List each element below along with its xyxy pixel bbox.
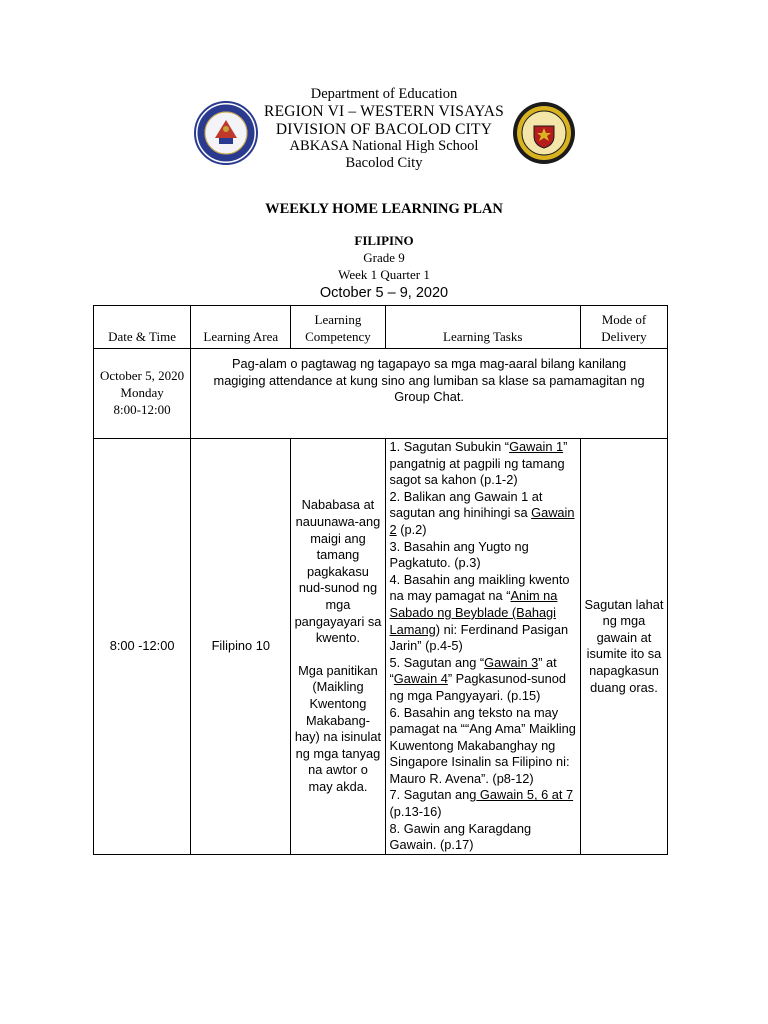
task-5-activity-3: Gawain 3 <box>484 654 539 670</box>
document-title: WEEKLY HOME LEARNING PLAN <box>265 201 503 217</box>
header-learning-tasks: Learning Tasks <box>385 306 580 349</box>
competency-text-1: Nababasa at nauunawa-ang maigi ang tamang pagkakasu nud-sunod ng mga pangayayari sa kwento. <box>294 497 382 646</box>
subject-name: FILIPINO <box>354 233 414 248</box>
region-name: REGION VI – WESTERN VISAYAS <box>264 103 504 120</box>
task-5-text: 5. Sagutan ang “ <box>389 654 485 670</box>
row2-learning-area: Filipino 10 <box>191 439 291 855</box>
task-4-rest: ) ni: Ferdinand Pasigan Jarin” (p.4-5) <box>389 621 569 654</box>
row1-date-cell <box>94 349 191 439</box>
task-3: 3. Basahin ang Yugto ng Pagkatuto. (p.3) <box>389 538 529 571</box>
task-7-rest: (p.13-16) <box>389 804 442 820</box>
task-7-activities: Gawain 5, 6 at 7 <box>476 787 574 803</box>
task-1-rest: ” pangatnig at pagpili ng tamang sagot sa kahon (p.1-2) <box>389 439 568 488</box>
task-1-activity: Gawain 1 <box>509 439 564 454</box>
header-mode-of-delivery: Mode of Delivery <box>580 306 667 349</box>
learning-plan-table <box>93 305 668 855</box>
competency-spacer <box>294 647 381 663</box>
task-7 <box>390 787 576 820</box>
school-header <box>0 86 768 172</box>
task-5 <box>390 655 576 705</box>
task-1 <box>390 439 576 489</box>
department-name: Department of Education <box>310 86 458 102</box>
grade-level: Grade 9 <box>363 250 405 265</box>
header-date-time: Date & Time <box>94 306 191 349</box>
task-5-rest: ” Pagkasunod-sunod ng mga Pangyayari. (p.15) <box>389 671 566 703</box>
city-name: Bacolod City <box>345 155 423 171</box>
row1-day: Monday <box>120 385 164 401</box>
table-header-row <box>94 306 668 349</box>
task-4-text: 4. Basahin ang maikling kwento na may pamagat na “ <box>389 571 570 604</box>
table-row <box>94 439 668 855</box>
school-name: ABKASA National High School <box>289 138 479 154</box>
task-2-text: 2. Balikan ang Gawain 1 at sagutan ang hinihingi sa <box>389 488 543 521</box>
task-4 <box>390 572 576 655</box>
date-range: October 5 – 9, 2020 <box>319 285 449 301</box>
task-2 <box>390 489 576 539</box>
task-7-text: 7. Sagutan ang <box>389 787 477 803</box>
task-2-rest: (p.2) <box>396 521 427 537</box>
header-competency: Learning Competency <box>291 306 385 349</box>
week-quarter: Week 1 Quarter 1 <box>338 267 430 282</box>
row1-note: Pag-alam o pagtawag ng tagapayo sa mga mag-aaral bilang kanilang magiging attendance at kung sino ang lumiban sa klase sa pamamagitan ng Group Chat. <box>191 349 668 439</box>
task-8: 8. Gawin ang Karagdang Gawain. (p.17) <box>389 820 532 853</box>
competency-text-2: Mga panitikan (Maikling Kwentong Makabang-hay) na isinulat ng mga tanyag na awtor o may akda. <box>294 662 381 794</box>
task-5-middle: ” at “ <box>389 654 557 687</box>
task-4-story-title: Anim na Sabado ng Beyblade (Bahagi Lamang <box>389 588 558 637</box>
row2-competency <box>291 439 385 855</box>
row2-learning-tasks <box>385 439 580 855</box>
row2-mode-of-delivery: Sagutan lahat ng mga gawain at isumite ito sa napagkasun duang oras. <box>580 439 667 855</box>
task-1-text: 1. Sagutan Subukin “ <box>389 439 510 454</box>
table-row <box>94 349 668 439</box>
row1-time: 8:00-12:00 <box>113 401 171 417</box>
task-2-activity: Gawain 2 <box>389 505 575 537</box>
header-learning-area: Learning Area <box>191 306 291 349</box>
task-5-activity-4: Gawain 4 <box>393 671 448 687</box>
division-name: DIVISION OF BACOLOD CITY <box>275 120 493 138</box>
row2-time: 8:00 -12:00 <box>94 439 191 855</box>
row1-date: October 5, 2020 <box>100 368 185 384</box>
task-6: 6. Basahin ang teksto na may pamagat na ““Ang Ama” Maikling Kuwentong Makabanghay ng Singapore Isinalin sa Filipino ni: Mauro R. Avena”. (p8-12) <box>389 704 576 786</box>
